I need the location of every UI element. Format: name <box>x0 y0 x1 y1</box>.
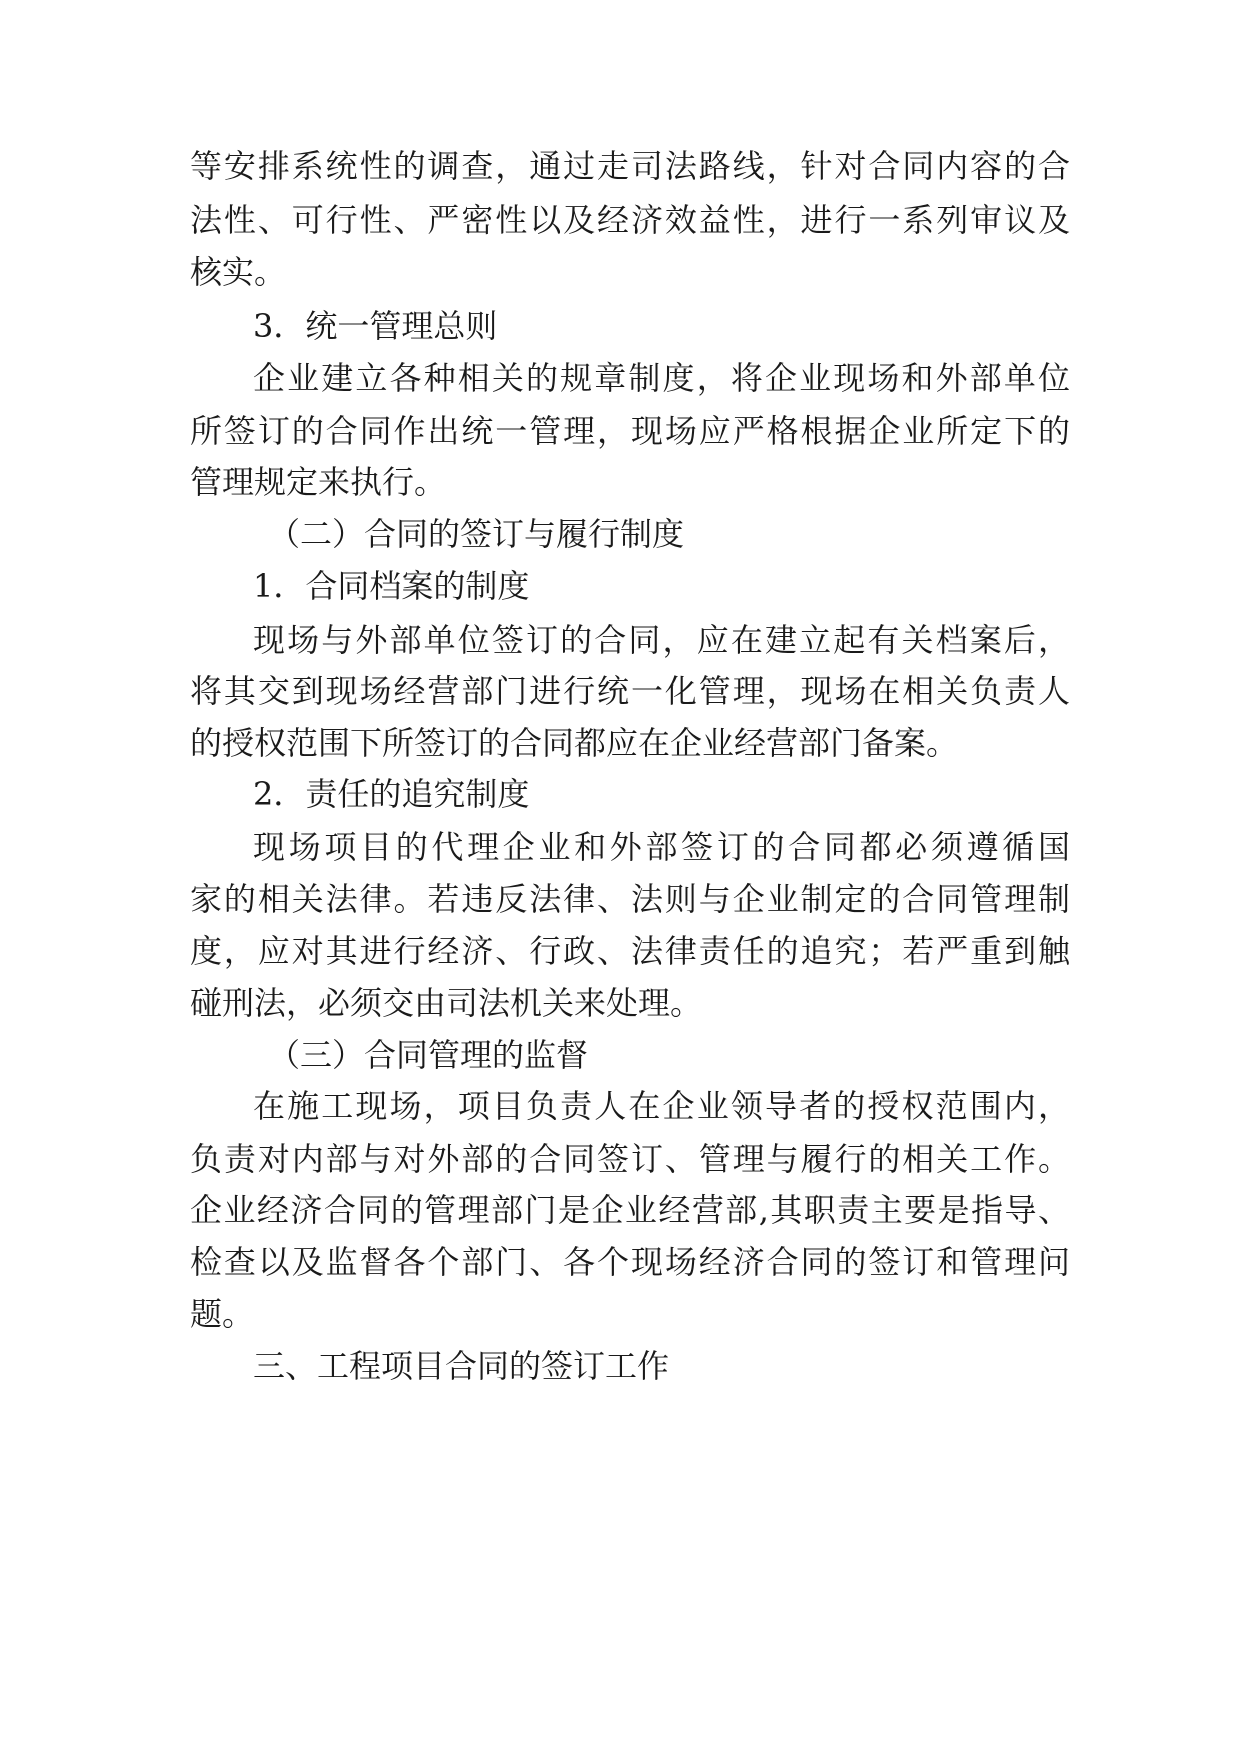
section-heading: 1．合同档案的制度 <box>253 567 530 605</box>
paragraph-line: 现场项目的代理企业和外部签订的合同都必须遵循国 <box>253 828 1070 866</box>
section-heading: （二）合同的签订与履行制度 <box>268 515 685 553</box>
paragraph-line: 在施工现场，项目负责人在企业领导者的授权范围内， <box>253 1087 1070 1125</box>
section-heading: （三）合同管理的监督 <box>268 1036 589 1074</box>
paragraph-line: 企业建立各种相关的规章制度，将企业现场和外部单位 <box>253 359 1070 397</box>
paragraph-line: 家的相关法律。若违反法律、法则与企业制定的合同管理制 <box>190 880 1070 918</box>
paragraph-line: 现场与外部单位签订的合同，应在建立起有关档案后， <box>253 621 1070 659</box>
paragraph-line: 管理规定来执行。 <box>190 463 447 501</box>
paragraph-line: 的授权范围下所签订的合同都应在企业经营部门备案。 <box>190 724 959 762</box>
section-heading: 2．责任的追究制度 <box>253 775 530 813</box>
paragraph-line: 负责对内部与对外部的合同签订、管理与履行的相关工作。 <box>190 1140 1070 1178</box>
section-heading: 三、工程项目合同的签订工作 <box>253 1347 670 1385</box>
paragraph-line: 法性、可行性、严密性以及经济效益性，进行一系列审议及 <box>190 201 1070 239</box>
paragraph-line: 企业经济合同的管理部门是企业经营部,其职责主要是指导、 <box>190 1191 1070 1229</box>
paragraph-line: 碰刑法，必须交由司法机关来处理。 <box>190 984 703 1022</box>
paragraph-line: 题。 <box>190 1295 255 1333</box>
paragraph-line: 所签订的合同作出统一管理，现场应严格根据企业所定下的 <box>190 412 1070 450</box>
paragraph-line: 将其交到现场经营部门进行统一化管理，现场在相关负责人 <box>190 672 1070 710</box>
paragraph-line: 度，应对其进行经济、行政、法律责任的追究；若严重到触 <box>190 932 1070 970</box>
paragraph-line: 检查以及监督各个部门、各个现场经济合同的签订和管理问 <box>190 1243 1070 1281</box>
paragraph-line: 核实。 <box>190 253 287 291</box>
paragraph-line: 等安排系统性的调查，通过走司法路线，针对合同内容的合 <box>190 147 1070 185</box>
section-heading: 3．统一管理总则 <box>253 307 498 345</box>
